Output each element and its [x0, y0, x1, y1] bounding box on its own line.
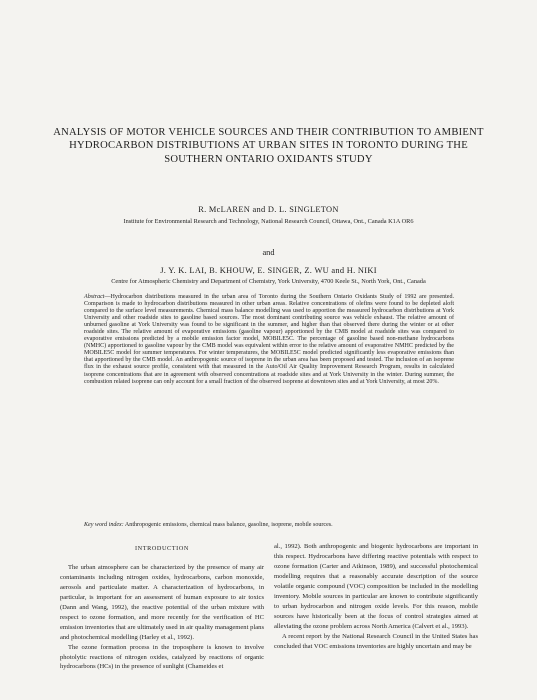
abstract-text: —Hydrocarbon distributions measured in the urban area of Toronto during the Southern Ontario Oxidants Study of 1992 are presented. Comparison is made to hydrocarbon distributions measured in other urban areas. Relative concentrations of olefins were found to be depleted aloft compared to the surface level measurements. Chemical mass balance modelling was used to apportion the measured hydrocarbon distributions at York University and other roadside sites to gasoline based sources. The most dominant contributing source was vehicle exhaust. The relative amount of unburned gasoline at York University was found to be significant in the summer, and higher than that observed there during the winter or at other roadside sites. The relative amount of evaporative emissions (gasoline vapour) apportioned by the CMB model at roadside sites was compared to evaporative emissions predicted by a mobile emission factor model, MOBILE5C. The percentage of gasoline based non-methane hydrocarbons (NMHC) apportioned to gasoline vapour by the CMB model was equivalent within error to the relative amount of evaporative NMHC predicted by the MOBILE5C model for summer temperatures. For winter temperatures, the MOBILE5C model predicted significantly less evaporative emissions than that apportioned by the CMB model. An anthropogenic source of isoprene in the urban area has been proposed and tested. The inclusion of an isoprene flux in the exhaust source profile, consistent with that measured in the Auto/Oil Air Quality Improvement Research Program, results in calculated isoprene concentrations that are in agreement with observed concentrations at roadside sites and at York University in the winter. During summer, the combustion related isoprene can only account for a small fraction of the observed isoprene at downtown sites and at York University, at most 20%. — [84, 294, 454, 385]
right-column — [274, 542, 478, 651]
keywords-text: Anthropogenic emissions, chemical mass balance, gasoline, isoprene, mobile sources. — [123, 522, 333, 528]
author-list-1: R. McLAREN and D. L. SINGLETON — [198, 205, 339, 214]
left-column-body — [60, 563, 264, 672]
section-heading-introduction: INTRODUCTION — [135, 545, 189, 552]
abstract — [84, 294, 454, 386]
paragraph: The ozone formation process in the troposphere is known to involve photolytic reactions of nitrogen oxides, catalyzed by reactions of organic hydrocarbons (HCs) in the presence of sunlight (Chameides et — [60, 643, 264, 671]
left-column — [60, 538, 264, 672]
keywords — [84, 522, 454, 529]
affiliation-1: Institute for Environmental Research and Technology, National Research Council, Ottawa, Ont., Canada K1A OR6 — [123, 218, 414, 225]
paragraph: A recent report by the National Research Council in the United States has concluded that VOC emissions inventories are highly uncertain and may be — [274, 632, 478, 650]
abstract-label: Abstract — [84, 294, 105, 300]
author-list-2: J. Y. K. LAI, B. KHOUW, E. SINGER, Z. WU and H. NIKI — [160, 266, 377, 275]
keywords-label: Key word index: — [84, 522, 124, 528]
affiliation-2: Centre for Atmospheric Chemistry and Department of Chemistry, York University, 4700 Keele St., North York, Ont., Canada — [111, 278, 426, 285]
paper-title: ANALYSIS OF MOTOR VEHICLE SOURCES AND THEIR CONTRIBUTION TO AMBIENT HYDROCARBON DISTRIBUTIONS AT URBAN SITES IN TORONTO DURING THE SOUTHERN ONTARIO OXIDANTS STUDY — [53, 127, 484, 165]
and-separator: and — [262, 248, 275, 257]
paragraph: al., 1992). Both anthropogenic and biogenic hydrocarbons are important in this respect. Hydrocarbons have differing reactive potentials with respect to ozone formation (Carter and Atkinson, 1989), and successful photochemical modelling requires that a reasonably accurate description of the source volatile organic compound (VOC) composition be included in the modelling inventory. Mobile sources in particular are known to contribute significantly to urban hydrocarbon and nitrogen oxide levels. For this reason, mobile sources have historically been at the focus of control strategies aimed at alleviating the ozone problem across North America (Calvert et al., 1993). — [274, 543, 478, 630]
paragraph: The urban atmosphere can be characterized by the presence of many air contaminants including nitrogen oxides, hydrocarbons, carbon monoxide, aerosols and particulate matter. A characterization of hydrocarbons, in particular, is important for an assessment of human exposure to air toxics (Dann and Wang, 1992), the reactive potential of the urban mixture with respect to ozone formation, and more recently for the verification of HC emission inventories that are ultimately used in air quality management plans and photochemical modelling (Harley et al., 1992). — [60, 563, 264, 641]
